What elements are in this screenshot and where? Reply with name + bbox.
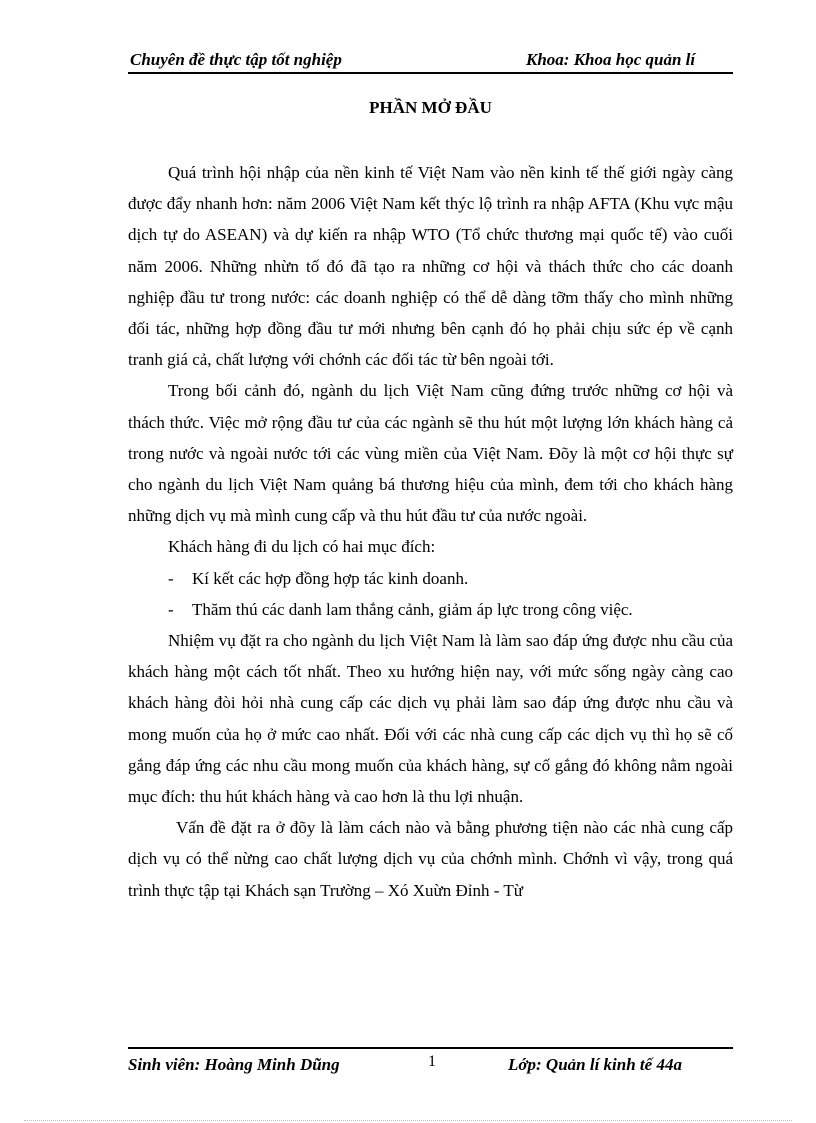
- body-text: [128, 157, 733, 906]
- page-number: 1: [428, 1053, 436, 1070]
- page-edge-divider: [24, 1120, 792, 1121]
- paragraph-4: Nhiệm vụ đặt ra cho ngành du lịch Việt Nam là làm sao đáp ứng được nhu cầu của khách hàng một cách tốt nhất. Theo xu hướng hiện nay, với mức sống ngày càng cao khách hàng đòi hỏi nhà cung cấp các dịch vụ phải làm sao đáp ứng được nhu cầu và mong muốn của họ ở mức cao nhất. Đối với các nhà cung cấp các dịch vụ thì họ sẽ cố gắng đáp ứng các nhu cầu mong muốn của khách hàng, sự cố gắng đó không nằm ngoài mục đích: thu hút khách hàng và cao hơn là thu lợi nhuận.: [128, 631, 733, 807]
- bullet-text: Kí kết các hợp đồng hợp tác kinh doanh.: [192, 568, 469, 588]
- paragraph-2: Trong bối cảnh đó, ngành du lịch Việt Nam cũng đứng trước những cơ hội và thách thức. Việc mở rộng đầu tư của các ngành sẽ thu hút một lượng lớn khách hàng cả trong nước và ngoài nước tới các vùng miền của Việt Nam. Đõy là một cơ hội thực sự cho ngành du lịch Việt Nam quảng bá thương hiệu của mình, đem tới cho khách hàng những dịch vụ mà mình cung cấp và thu hút đầu tư của nước ngoài.: [128, 381, 733, 526]
- paragraph-3: Khách hàng đi du lịch có hai mục đích:: [168, 537, 436, 557]
- paragraph-5: Vấn đề đặt ra ở đõy là làm cách nào và bằng phương tiện nào các nhà cung cấp dịch vụ có thể nừng cao chất lượng dịch vụ của chớnh mình. Chớnh vì vậy, trong quá trình thực tập tại Khách sạn Trường – Xó Xuừn Đỉnh - Từ: [128, 818, 733, 900]
- bullet-marker: -: [168, 599, 174, 619]
- header-report-title: Chuyên đề thực tập tốt nghiệp: [130, 50, 342, 69]
- bullet-item-1: [128, 563, 733, 594]
- footer-class: Lớp: Quản lí kinh tế 44a: [508, 1055, 682, 1074]
- bullet-marker: -: [168, 568, 174, 588]
- bullet-text: Thăm thú các danh lam thắng cảnh, giảm áp lực trong công việc.: [192, 599, 633, 619]
- footer-student: Sinh viên: Hoàng Minh Dũng: [128, 1055, 340, 1074]
- header-faculty: Khoa: Khoa học quản lí: [526, 50, 696, 69]
- section-title: PHẦN MỞ ĐẦU: [369, 98, 492, 117]
- paragraph-1: Quá trình hội nhập của nền kinh tế Việt Nam vào nền kinh tế thế giới ngày càng được đẩy nhanh hơn: năm 2006 Việt Nam kết thýc lộ trình ra nhập AFTA (Khu vực mậu dịch tự do ASEAN) và dự kiến ra nhập WTO (Tổ chức thương mại quốc tế) vào cuối năm 2006. Những nhừn tố đó đã tạo ra những cơ hội và thách thức cho các doanh nghiệp đầu tư trong nước: các doanh nghiệp có thể dễ dàng tỡm thấy cho mình những đối tác, những hợp đồng đầu tư mới nhưng bên cạnh đó họ phải chịu sức ép về cạnh tranh giá cả, chất lượng với chớnh các đối tác từ bên ngoài tới.: [128, 163, 733, 370]
- page-header: [128, 50, 733, 74]
- bullet-item-2: [128, 594, 733, 625]
- page-footer: [128, 1047, 733, 1075]
